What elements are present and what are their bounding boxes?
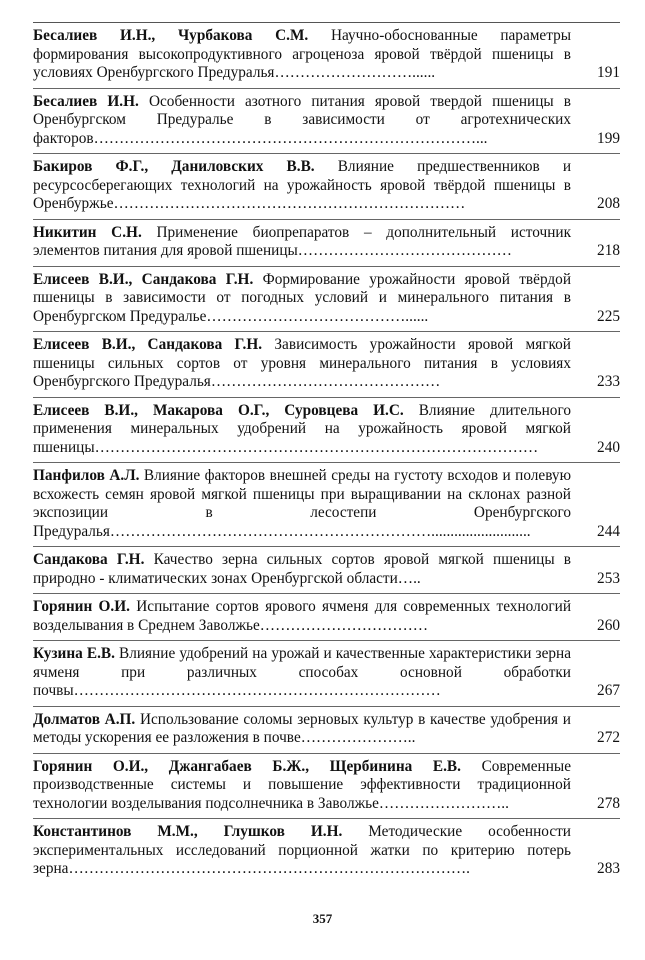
- entry-title: Зависимость урожайности яровой мягкой пшеницы сильных сортов от уровня минерального питания в условиях Оренбургского Предуралья………………………………………: [33, 336, 571, 390]
- entry-page: 218: [597, 242, 620, 259]
- entry-title: Применение биопрепаратов – дополнительный источник элементов питания для яровой пшеницы……………………………………: [33, 223, 572, 259]
- entry-page: 225: [597, 307, 620, 325]
- entry-text: [33, 711, 571, 748]
- toc-entry[interactable]: [33, 397, 620, 463]
- entry-title: Научно-обоснованные параметры формирования высокопродуктивного агроценоза яровой твёрдой пшеницы в условиях Оренбургского Предуралья………………………......: [33, 27, 572, 81]
- entry-title: Современные производственные системы и повышение эффективности традиционной технологии возделывания подсолнечника в Заволжье……………………..: [33, 757, 571, 812]
- entry-text: [33, 93, 571, 149]
- entry-authors: Елисеев В.И., Макарова О.Г., Суровцева И.С.: [33, 401, 404, 419]
- entry-authors: Елисеев В.И., Сандакова Г.Н.: [33, 270, 254, 288]
- entry-authors: Долматов А.П.: [33, 710, 136, 728]
- entry-title: Методические особенности экспериментальных исследований порционной жатки по критерию потерь зерна…………………………………………………………………….: [33, 823, 571, 877]
- entry-title: Формирование урожайности яровой твёрдой пшеницы в зависимости от погодных условий и минерального питания в Оренбургском Предуралье…………………………………......: [33, 270, 572, 325]
- entry-page: 272: [597, 729, 620, 746]
- toc-entry[interactable]: [33, 266, 620, 332]
- toc-entry[interactable]: [33, 753, 620, 819]
- entry-page: 208: [597, 195, 620, 212]
- entry-page: 191: [597, 64, 620, 81]
- toc-entry[interactable]: [33, 219, 620, 266]
- entry-authors: Елисеев В.И., Сандакова Г.Н.: [33, 336, 263, 353]
- entry-title: Влияние факторов внешней среды на густоту всходов и полевую всхожесть семян яровой мягкой пшеницы при выращивании на склонах разной экспозиции в лесостепи Оренбургского Предуралья………………………………………………………..........................: [33, 467, 571, 540]
- entry-authors: Горянин О.И., Джангабаев Б.Ж., Щербинина Е.В.: [33, 757, 461, 775]
- entry-title: Влияние удобрений на урожай и качественные характеристики зерна ячменя при различных способах основной обработки почвы………………………………………………………………: [33, 645, 571, 699]
- entry-text: [33, 336, 571, 392]
- entry-page: 199: [597, 129, 620, 147]
- entry-text: [33, 27, 571, 83]
- page-number: 357: [312, 911, 333, 926]
- table-of-contents: [33, 22, 620, 884]
- entry-authors: Кузина Е.В.: [33, 645, 115, 662]
- entry-authors: Бесалиев И.Н.: [33, 92, 139, 110]
- entry-page: 244: [597, 522, 620, 540]
- entry-text: [33, 224, 571, 261]
- entry-authors: Сандакова Г.Н.: [33, 551, 145, 568]
- toc-entry[interactable]: [33, 640, 620, 706]
- entry-text: [33, 467, 571, 541]
- entry-authors: Бесалиев И.Н., Чурбакова С.М.: [33, 27, 309, 44]
- entry-title: Качество зерна сильных сортов яровой мягкой пшеницы в природно - климатических зонах Оренбургской области…..: [33, 551, 571, 587]
- entry-authors: Константинов М.М., Глушков И.Н.: [33, 823, 343, 840]
- entry-text: [33, 402, 571, 458]
- entry-page: 253: [597, 569, 620, 587]
- entry-page: 278: [597, 794, 620, 812]
- entry-page: 240: [597, 438, 620, 456]
- toc-entry[interactable]: [33, 331, 620, 397]
- entry-text: [33, 158, 571, 214]
- entry-authors: Горянин О.И.: [33, 598, 130, 615]
- toc-entry[interactable]: [33, 593, 620, 640]
- entry-text: [33, 271, 571, 327]
- entry-authors: Никитин С.Н.: [33, 223, 142, 241]
- entry-page: 233: [597, 373, 620, 390]
- entry-authors: Бакиров Ф.Г., Даниловских В.В.: [33, 158, 315, 175]
- entry-title: Влияние длительного применения минеральных удобрений на урожайность яровой мягкой пшеницы……………………………………………………………………………: [33, 401, 572, 456]
- entry-authors: Панфилов А.Л.: [33, 467, 140, 484]
- entry-page: 283: [597, 860, 620, 877]
- entry-text: [33, 823, 571, 879]
- toc-entry[interactable]: [33, 462, 620, 546]
- entry-page: 260: [597, 616, 620, 634]
- entry-page: 267: [597, 682, 620, 699]
- entry-text: [33, 758, 571, 814]
- entry-text: [33, 645, 571, 701]
- toc-entry[interactable]: [33, 546, 620, 593]
- toc-entry[interactable]: [33, 818, 620, 884]
- entry-title: Испытание сортов ярового ячменя для современных технологий возделывания в Среднем Заволжье……………………………: [33, 598, 572, 634]
- toc-entry[interactable]: [33, 153, 620, 219]
- entry-title: Влияние предшественников и ресурсосберегающих технологий на урожайность яровой твёрдой пшеницы в Оренбуржье……………………………………………………………: [33, 158, 572, 212]
- entry-title: Использование соломы зерновых культур в качестве удобрения и методы ускорения ее разложения в почве…………………..: [33, 710, 571, 746]
- entry-text: [33, 551, 571, 588]
- toc-entry[interactable]: [33, 88, 620, 154]
- entry-title: Особенности азотного питания яровой твердой пшеницы в Оренбургском Предуралье в зависимости от агротехнических факторов…………………………………………………………………...: [33, 92, 571, 147]
- toc-entry[interactable]: [33, 22, 620, 88]
- entry-text: [33, 598, 571, 635]
- toc-entry[interactable]: [33, 706, 620, 753]
